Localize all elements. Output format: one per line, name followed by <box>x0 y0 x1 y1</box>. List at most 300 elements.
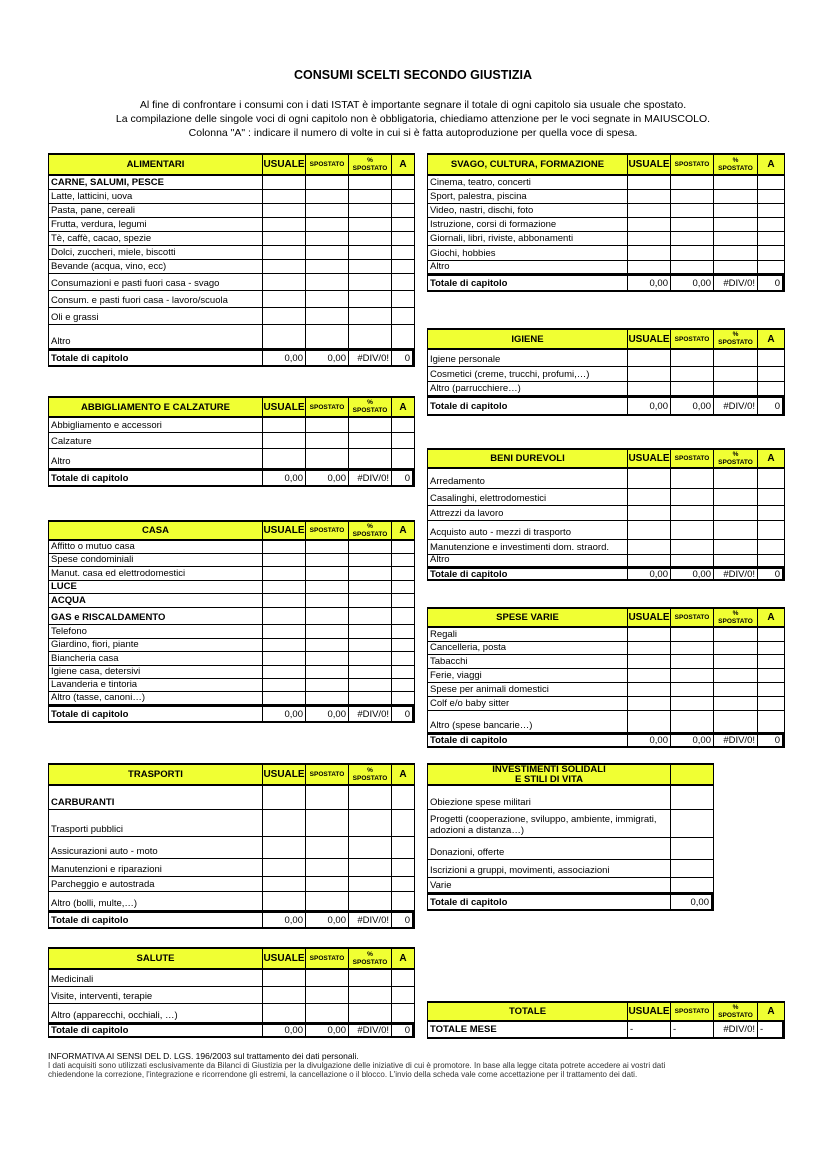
usuale-input-cell[interactable] <box>263 449 306 469</box>
percent-cell <box>714 204 758 218</box>
usuale-input-cell[interactable] <box>628 204 671 218</box>
usuale-input-cell[interactable] <box>628 655 671 669</box>
row-label: Latte, latticini, uova <box>49 190 263 204</box>
spostato-input-cell[interactable] <box>671 655 714 669</box>
spostato-input-cell[interactable] <box>671 683 714 697</box>
row-label: Arredamento <box>428 469 628 489</box>
table-row <box>48 786 415 810</box>
footer-line-2: I dati acquisiti sono utilizzati esclusivamente da Bilanci di Giustizia per la divulgazione delle iniziative di cui è promotore. In base alla legge citata potrete accedere ai vostri dati <box>48 1061 666 1070</box>
row-label: Giochi, hobbies <box>428 246 628 261</box>
column-spostato: SPOSTATO <box>671 1001 714 1022</box>
a-input-cell[interactable] <box>392 692 415 705</box>
percent-label: SPOSTATO <box>352 958 388 966</box>
usuale-input-cell[interactable] <box>263 274 306 291</box>
a-input-cell[interactable] <box>392 291 415 308</box>
table-row <box>48 970 415 987</box>
usuale-input-cell[interactable] <box>628 350 671 367</box>
beni-title: BENI DUREVOLI <box>428 448 628 469</box>
table-row <box>427 489 785 506</box>
a-input-cell[interactable] <box>758 555 785 567</box>
a-input-cell[interactable] <box>392 679 415 692</box>
total-usuale: 0,00 <box>628 398 671 416</box>
row-label: Consumazioni e pasti fuori casa - svago <box>49 274 263 291</box>
spostato-input-cell[interactable] <box>306 581 349 594</box>
percent-cell <box>714 711 758 733</box>
spostato-input-cell[interactable] <box>306 608 349 625</box>
table-row <box>48 433 415 449</box>
spostato-input-cell[interactable] <box>306 232 349 246</box>
a-input-cell[interactable] <box>758 697 785 711</box>
usuale-input-cell[interactable] <box>263 892 306 911</box>
usuale-input-cell[interactable] <box>628 711 671 733</box>
row-label: Altro <box>428 555 628 567</box>
a-input-cell[interactable] <box>392 567 415 581</box>
table-row <box>48 859 415 877</box>
a-input-cell[interactable] <box>392 204 415 218</box>
spostato-input-cell[interactable] <box>306 176 349 190</box>
spostato-input-cell[interactable] <box>671 176 714 190</box>
percent-cell <box>714 521 758 540</box>
percent-symbol: % <box>367 156 373 164</box>
spostato-input-cell[interactable] <box>306 987 349 1004</box>
table-row <box>48 418 415 433</box>
usuale-input-cell[interactable] <box>628 190 671 204</box>
a-input-cell[interactable] <box>758 540 785 555</box>
column-usuale: USUALE <box>628 328 671 350</box>
spostato-input-cell[interactable] <box>671 642 714 655</box>
a-input-cell[interactable] <box>758 683 785 697</box>
a-input-cell[interactable] <box>392 666 415 679</box>
a-input-cell[interactable] <box>392 554 415 567</box>
row-label: Progetti (cooperazione, sviluppo, ambiente, immigrati, adozioni a distanza…) <box>428 810 671 838</box>
column-spostato: SPOSTATO <box>306 947 349 970</box>
usuale-input-cell[interactable] <box>263 679 306 692</box>
column-percent-spostato <box>349 763 392 786</box>
a-input-cell[interactable] <box>758 669 785 683</box>
percent-label: SPOSTATO <box>718 164 753 172</box>
spostato-input-cell[interactable] <box>306 786 349 810</box>
beni-header <box>427 448 785 469</box>
table-row <box>48 679 415 692</box>
total-spostato: 0,00 <box>306 351 349 367</box>
spostato-input-cell[interactable] <box>306 594 349 608</box>
percent-cell <box>714 642 758 655</box>
usuale-input-cell[interactable] <box>263 190 306 204</box>
total-percent: #DIV/0! <box>714 276 758 292</box>
a-input-cell[interactable] <box>758 218 785 232</box>
spostato-input-cell[interactable] <box>306 325 349 349</box>
row-label: Tabacchi <box>428 655 628 669</box>
a-input-cell[interactable] <box>758 246 785 261</box>
column-usuale: USUALE <box>263 947 306 970</box>
spostato-input-cell[interactable] <box>306 877 349 892</box>
spostato-input-cell[interactable] <box>306 810 349 837</box>
table-row <box>427 469 785 489</box>
spostato-input-cell[interactable] <box>671 628 714 642</box>
spostato-input-cell[interactable] <box>306 433 349 449</box>
row-label: Spese condominiali <box>49 554 263 567</box>
spostato-input-cell[interactable] <box>306 308 349 325</box>
usuale-input-cell[interactable] <box>628 232 671 246</box>
spostato-input-cell[interactable] <box>671 555 714 567</box>
a-input-cell[interactable] <box>758 190 785 204</box>
usuale-input-cell[interactable] <box>263 859 306 877</box>
a-input-cell[interactable] <box>392 786 415 810</box>
table-row <box>48 892 415 911</box>
usuale-input-cell[interactable] <box>263 877 306 892</box>
spostato-input-cell[interactable] <box>671 711 714 733</box>
percent-label: SPOSTATO <box>718 617 753 625</box>
table-row <box>427 246 785 261</box>
row-label: Altro (tasse, canoni…) <box>49 692 263 705</box>
a-input-cell[interactable] <box>392 625 415 639</box>
spostato-input-cell[interactable] <box>306 970 349 987</box>
spostato-input-cell[interactable] <box>306 260 349 274</box>
spostato-input-cell[interactable] <box>306 859 349 877</box>
totale-title: TOTALE <box>428 1001 628 1022</box>
total-percent: #DIV/0! <box>349 913 392 929</box>
a-input-cell[interactable] <box>392 218 415 232</box>
usuale-input-cell[interactable] <box>628 489 671 506</box>
a-input-cell[interactable] <box>758 176 785 190</box>
spostato-input-cell[interactable] <box>671 232 714 246</box>
percent-cell <box>349 260 392 274</box>
percent-label: SPOSTATO <box>718 1011 753 1019</box>
usuale-input-cell[interactable] <box>263 581 306 594</box>
row-label: Assicurazioni auto - moto <box>49 837 263 859</box>
total-a: 0 <box>758 569 785 581</box>
total-a: 0 <box>392 707 415 723</box>
spostato-input-cell[interactable] <box>306 679 349 692</box>
a-input-cell[interactable] <box>392 274 415 291</box>
usuale-input-cell[interactable] <box>263 1004 306 1023</box>
usuale-input-cell[interactable] <box>263 554 306 567</box>
table-row <box>427 878 714 893</box>
spostato-input-cell[interactable] <box>671 669 714 683</box>
spostato-input-cell[interactable] <box>671 204 714 218</box>
a-input-cell[interactable] <box>392 877 415 892</box>
a-input-cell[interactable] <box>758 642 785 655</box>
totale-mese-label: TOTALE MESE <box>428 1022 628 1039</box>
row-label: Tè, caffè, cacao, spezie <box>49 232 263 246</box>
spostato-input-cell[interactable] <box>306 692 349 705</box>
a-input-cell[interactable] <box>758 350 785 367</box>
usuale-input-cell[interactable] <box>263 987 306 1004</box>
row-label: CARBURANTI <box>49 786 263 810</box>
usuale-input-cell[interactable] <box>628 246 671 261</box>
value-input-cell[interactable] <box>671 860 714 878</box>
a-input-cell[interactable] <box>758 469 785 489</box>
percent-cell <box>714 506 758 521</box>
spostato-input-cell[interactable] <box>671 350 714 367</box>
usuale-input-cell[interactable] <box>263 692 306 705</box>
spostato-input-cell[interactable] <box>671 697 714 711</box>
a-input-cell[interactable] <box>392 176 415 190</box>
usuale-input-cell[interactable] <box>628 628 671 642</box>
row-label: Igiene casa, detersivi <box>49 666 263 679</box>
row-label: Manutenzione e investimenti dom. straord. <box>428 540 628 555</box>
usuale-input-cell[interactable] <box>263 567 306 581</box>
column-spostato: SPOSTATO <box>306 520 349 541</box>
a-input-cell[interactable] <box>758 521 785 540</box>
total-usuale: 0,00 <box>263 913 306 929</box>
percent-cell <box>349 246 392 260</box>
usuale-input-cell[interactable] <box>263 204 306 218</box>
usuale-input-cell[interactable] <box>628 367 671 382</box>
table-row <box>427 521 785 540</box>
spostato-input-cell[interactable] <box>306 449 349 469</box>
row-label: Altro <box>49 449 263 469</box>
spostato-input-cell[interactable] <box>306 218 349 232</box>
a-input-cell[interactable] <box>758 382 785 396</box>
usuale-input-cell[interactable] <box>628 469 671 489</box>
a-input-cell[interactable] <box>392 418 415 433</box>
a-input-cell[interactable] <box>758 711 785 733</box>
spostato-input-cell[interactable] <box>306 291 349 308</box>
usuale-input-cell[interactable] <box>263 176 306 190</box>
value-input-cell[interactable] <box>671 810 714 838</box>
usuale-input-cell[interactable] <box>263 218 306 232</box>
usuale-input-cell[interactable] <box>628 521 671 540</box>
row-label: Frutta, verdura, legumi <box>49 218 263 232</box>
spostato-input-cell[interactable] <box>306 274 349 291</box>
table-row <box>427 669 785 683</box>
row-label: Altro <box>49 325 263 349</box>
value-input-cell[interactable] <box>671 878 714 893</box>
total-percent: #DIV/0! <box>349 1025 392 1038</box>
usuale-input-cell[interactable] <box>628 642 671 655</box>
row-label: Telefono <box>49 625 263 639</box>
spostato-input-cell[interactable] <box>306 204 349 218</box>
igiene-total-row <box>427 396 785 416</box>
total-spostato: 0,00 <box>671 569 714 581</box>
spostato-input-cell[interactable] <box>306 246 349 260</box>
usuale-input-cell[interactable] <box>263 594 306 608</box>
abbigliamento-table <box>48 396 415 487</box>
a-input-cell[interactable] <box>392 837 415 859</box>
spostato-input-cell[interactable] <box>671 261 714 274</box>
table-row <box>48 291 415 308</box>
percent-cell <box>349 232 392 246</box>
table-row <box>48 692 415 705</box>
abbigliamento-title: ABBIGLIAMENTO E CALZATURE <box>49 396 263 418</box>
usuale-input-cell[interactable] <box>263 291 306 308</box>
column-spostato: SPOSTATO <box>306 153 349 176</box>
usuale-input-cell[interactable] <box>263 260 306 274</box>
abbigliamento-header <box>48 396 415 418</box>
a-input-cell[interactable] <box>392 449 415 469</box>
total-label: Totale di capitolo <box>428 735 628 748</box>
total-percent: #DIV/0! <box>714 735 758 748</box>
usuale-input-cell[interactable] <box>263 246 306 260</box>
spostato-input-cell[interactable] <box>306 1004 349 1023</box>
abbigliamento-total-row <box>48 469 415 487</box>
spese-total-row <box>427 733 785 748</box>
row-label: Parcheggio e autostrada <box>49 877 263 892</box>
spostato-input-cell[interactable] <box>306 666 349 679</box>
column-usuale: USUALE <box>628 607 671 628</box>
usuale-input-cell[interactable] <box>628 669 671 683</box>
total-usuale: 0,00 <box>263 351 306 367</box>
usuale-input-cell[interactable] <box>263 418 306 433</box>
a-input-cell[interactable] <box>392 433 415 449</box>
percent-cell <box>714 218 758 232</box>
row-label: Manutenzioni e riparazioni <box>49 859 263 877</box>
usuale-input-cell[interactable] <box>628 382 671 396</box>
a-input-cell[interactable] <box>392 652 415 666</box>
value-input-cell[interactable] <box>671 838 714 860</box>
percent-label: SPOSTATO <box>718 339 753 346</box>
total-spostato: 0,00 <box>306 471 349 487</box>
a-input-cell[interactable] <box>392 260 415 274</box>
spostato-input-cell[interactable] <box>671 382 714 396</box>
usuale-input-cell[interactable] <box>263 625 306 639</box>
value-input-cell[interactable] <box>671 786 714 810</box>
a-input-cell[interactable] <box>758 232 785 246</box>
row-label: Donazioni, offerte <box>428 838 671 860</box>
a-input-cell[interactable] <box>392 325 415 349</box>
percent-cell <box>349 639 392 652</box>
spostato-input-cell[interactable] <box>306 190 349 204</box>
total-label: Totale di capitolo <box>428 569 628 581</box>
percent-label: SPOSTATO <box>718 458 753 466</box>
usuale-input-cell[interactable] <box>263 433 306 449</box>
privacy-footer <box>48 1051 788 1079</box>
spostato-input-cell[interactable] <box>671 469 714 489</box>
usuale-input-cell[interactable] <box>263 652 306 666</box>
a-input-cell[interactable] <box>758 506 785 521</box>
percent-cell <box>349 859 392 877</box>
percent-cell <box>349 652 392 666</box>
usuale-input-cell[interactable] <box>263 837 306 859</box>
a-input-cell[interactable] <box>392 190 415 204</box>
a-input-cell[interactable] <box>392 987 415 1004</box>
a-input-cell[interactable] <box>392 1004 415 1023</box>
usuale-input-cell[interactable] <box>628 506 671 521</box>
total-a: 0 <box>392 471 415 487</box>
a-input-cell[interactable] <box>392 970 415 987</box>
percent-cell <box>349 1004 392 1023</box>
percent-symbol: % <box>732 450 739 458</box>
spostato-input-cell[interactable] <box>671 540 714 555</box>
totale-spostato: - <box>671 1022 714 1039</box>
usuale-input-cell[interactable] <box>263 786 306 810</box>
column-percent-spostato <box>349 520 392 541</box>
total-a: 0 <box>758 276 785 292</box>
a-input-cell[interactable] <box>392 810 415 837</box>
spostato-input-cell[interactable] <box>306 625 349 639</box>
a-input-cell[interactable] <box>392 246 415 260</box>
spostato-input-cell[interactable] <box>671 190 714 204</box>
table-row <box>427 786 714 810</box>
spese-header <box>427 607 785 628</box>
percent-label: SPOSTATO <box>352 774 388 782</box>
spostato-input-cell[interactable] <box>306 837 349 859</box>
total-percent: #DIV/0! <box>714 569 758 581</box>
a-input-cell[interactable] <box>392 892 415 911</box>
a-input-cell[interactable] <box>758 204 785 218</box>
spostato-input-cell[interactable] <box>671 246 714 261</box>
a-input-cell[interactable] <box>758 261 785 274</box>
a-input-cell[interactable] <box>392 541 415 554</box>
usuale-input-cell[interactable] <box>263 308 306 325</box>
row-label: Calzature <box>49 433 263 449</box>
a-input-cell[interactable] <box>392 581 415 594</box>
spostato-input-cell[interactable] <box>306 639 349 652</box>
a-input-cell[interactable] <box>392 859 415 877</box>
usuale-input-cell[interactable] <box>628 697 671 711</box>
table-row <box>427 232 785 246</box>
spostato-input-cell[interactable] <box>671 367 714 382</box>
usuale-input-cell[interactable] <box>263 608 306 625</box>
usuale-input-cell[interactable] <box>263 232 306 246</box>
spostato-input-cell[interactable] <box>306 554 349 567</box>
usuale-input-cell[interactable] <box>263 810 306 837</box>
row-label: Ferie, viaggi <box>428 669 628 683</box>
usuale-input-cell[interactable] <box>263 666 306 679</box>
spostato-input-cell[interactable] <box>306 418 349 433</box>
a-input-cell[interactable] <box>758 367 785 382</box>
a-input-cell[interactable] <box>392 639 415 652</box>
usuale-input-cell[interactable] <box>263 639 306 652</box>
usuale-input-cell[interactable] <box>628 555 671 567</box>
salute-table <box>48 947 415 1038</box>
beni-total-row <box>427 567 785 581</box>
investimenti-table <box>427 763 714 911</box>
usuale-input-cell[interactable] <box>628 261 671 274</box>
row-label: Medicinali <box>49 970 263 987</box>
usuale-input-cell[interactable] <box>263 970 306 987</box>
percent-cell <box>349 433 392 449</box>
spostato-input-cell[interactable] <box>306 567 349 581</box>
spostato-input-cell[interactable] <box>671 521 714 540</box>
percent-label: SPOSTATO <box>352 407 388 414</box>
percent-cell <box>349 218 392 232</box>
percent-symbol: % <box>732 1003 739 1011</box>
a-input-cell[interactable] <box>758 655 785 669</box>
usuale-input-cell[interactable] <box>263 325 306 349</box>
usuale-input-cell[interactable] <box>263 541 306 554</box>
a-input-cell[interactable] <box>392 232 415 246</box>
percent-cell <box>349 892 392 911</box>
column-spostato: SPOSTATO <box>306 763 349 786</box>
spostato-input-cell[interactable] <box>306 541 349 554</box>
usuale-input-cell[interactable] <box>628 218 671 232</box>
table-row <box>427 261 785 274</box>
a-input-cell[interactable] <box>392 308 415 325</box>
row-label: Dolci, zuccheri, miele, biscotti <box>49 246 263 260</box>
a-input-cell[interactable] <box>758 628 785 642</box>
a-input-cell[interactable] <box>758 489 785 506</box>
row-label: Regali <box>428 628 628 642</box>
table-row <box>48 594 415 608</box>
svago-table <box>427 153 785 292</box>
spostato-input-cell[interactable] <box>306 892 349 911</box>
a-input-cell[interactable] <box>392 608 415 625</box>
table-row <box>48 987 415 1004</box>
spostato-input-cell[interactable] <box>671 218 714 232</box>
spostato-input-cell[interactable] <box>306 652 349 666</box>
spostato-input-cell[interactable] <box>671 506 714 521</box>
a-input-cell[interactable] <box>392 594 415 608</box>
spostato-input-cell[interactable] <box>671 489 714 506</box>
column-percent-spostato <box>349 947 392 970</box>
usuale-input-cell[interactable] <box>628 683 671 697</box>
usuale-input-cell[interactable] <box>628 540 671 555</box>
column-percent-spostato <box>714 328 758 350</box>
total-usuale: 0,00 <box>628 569 671 581</box>
usuale-input-cell[interactable] <box>628 176 671 190</box>
